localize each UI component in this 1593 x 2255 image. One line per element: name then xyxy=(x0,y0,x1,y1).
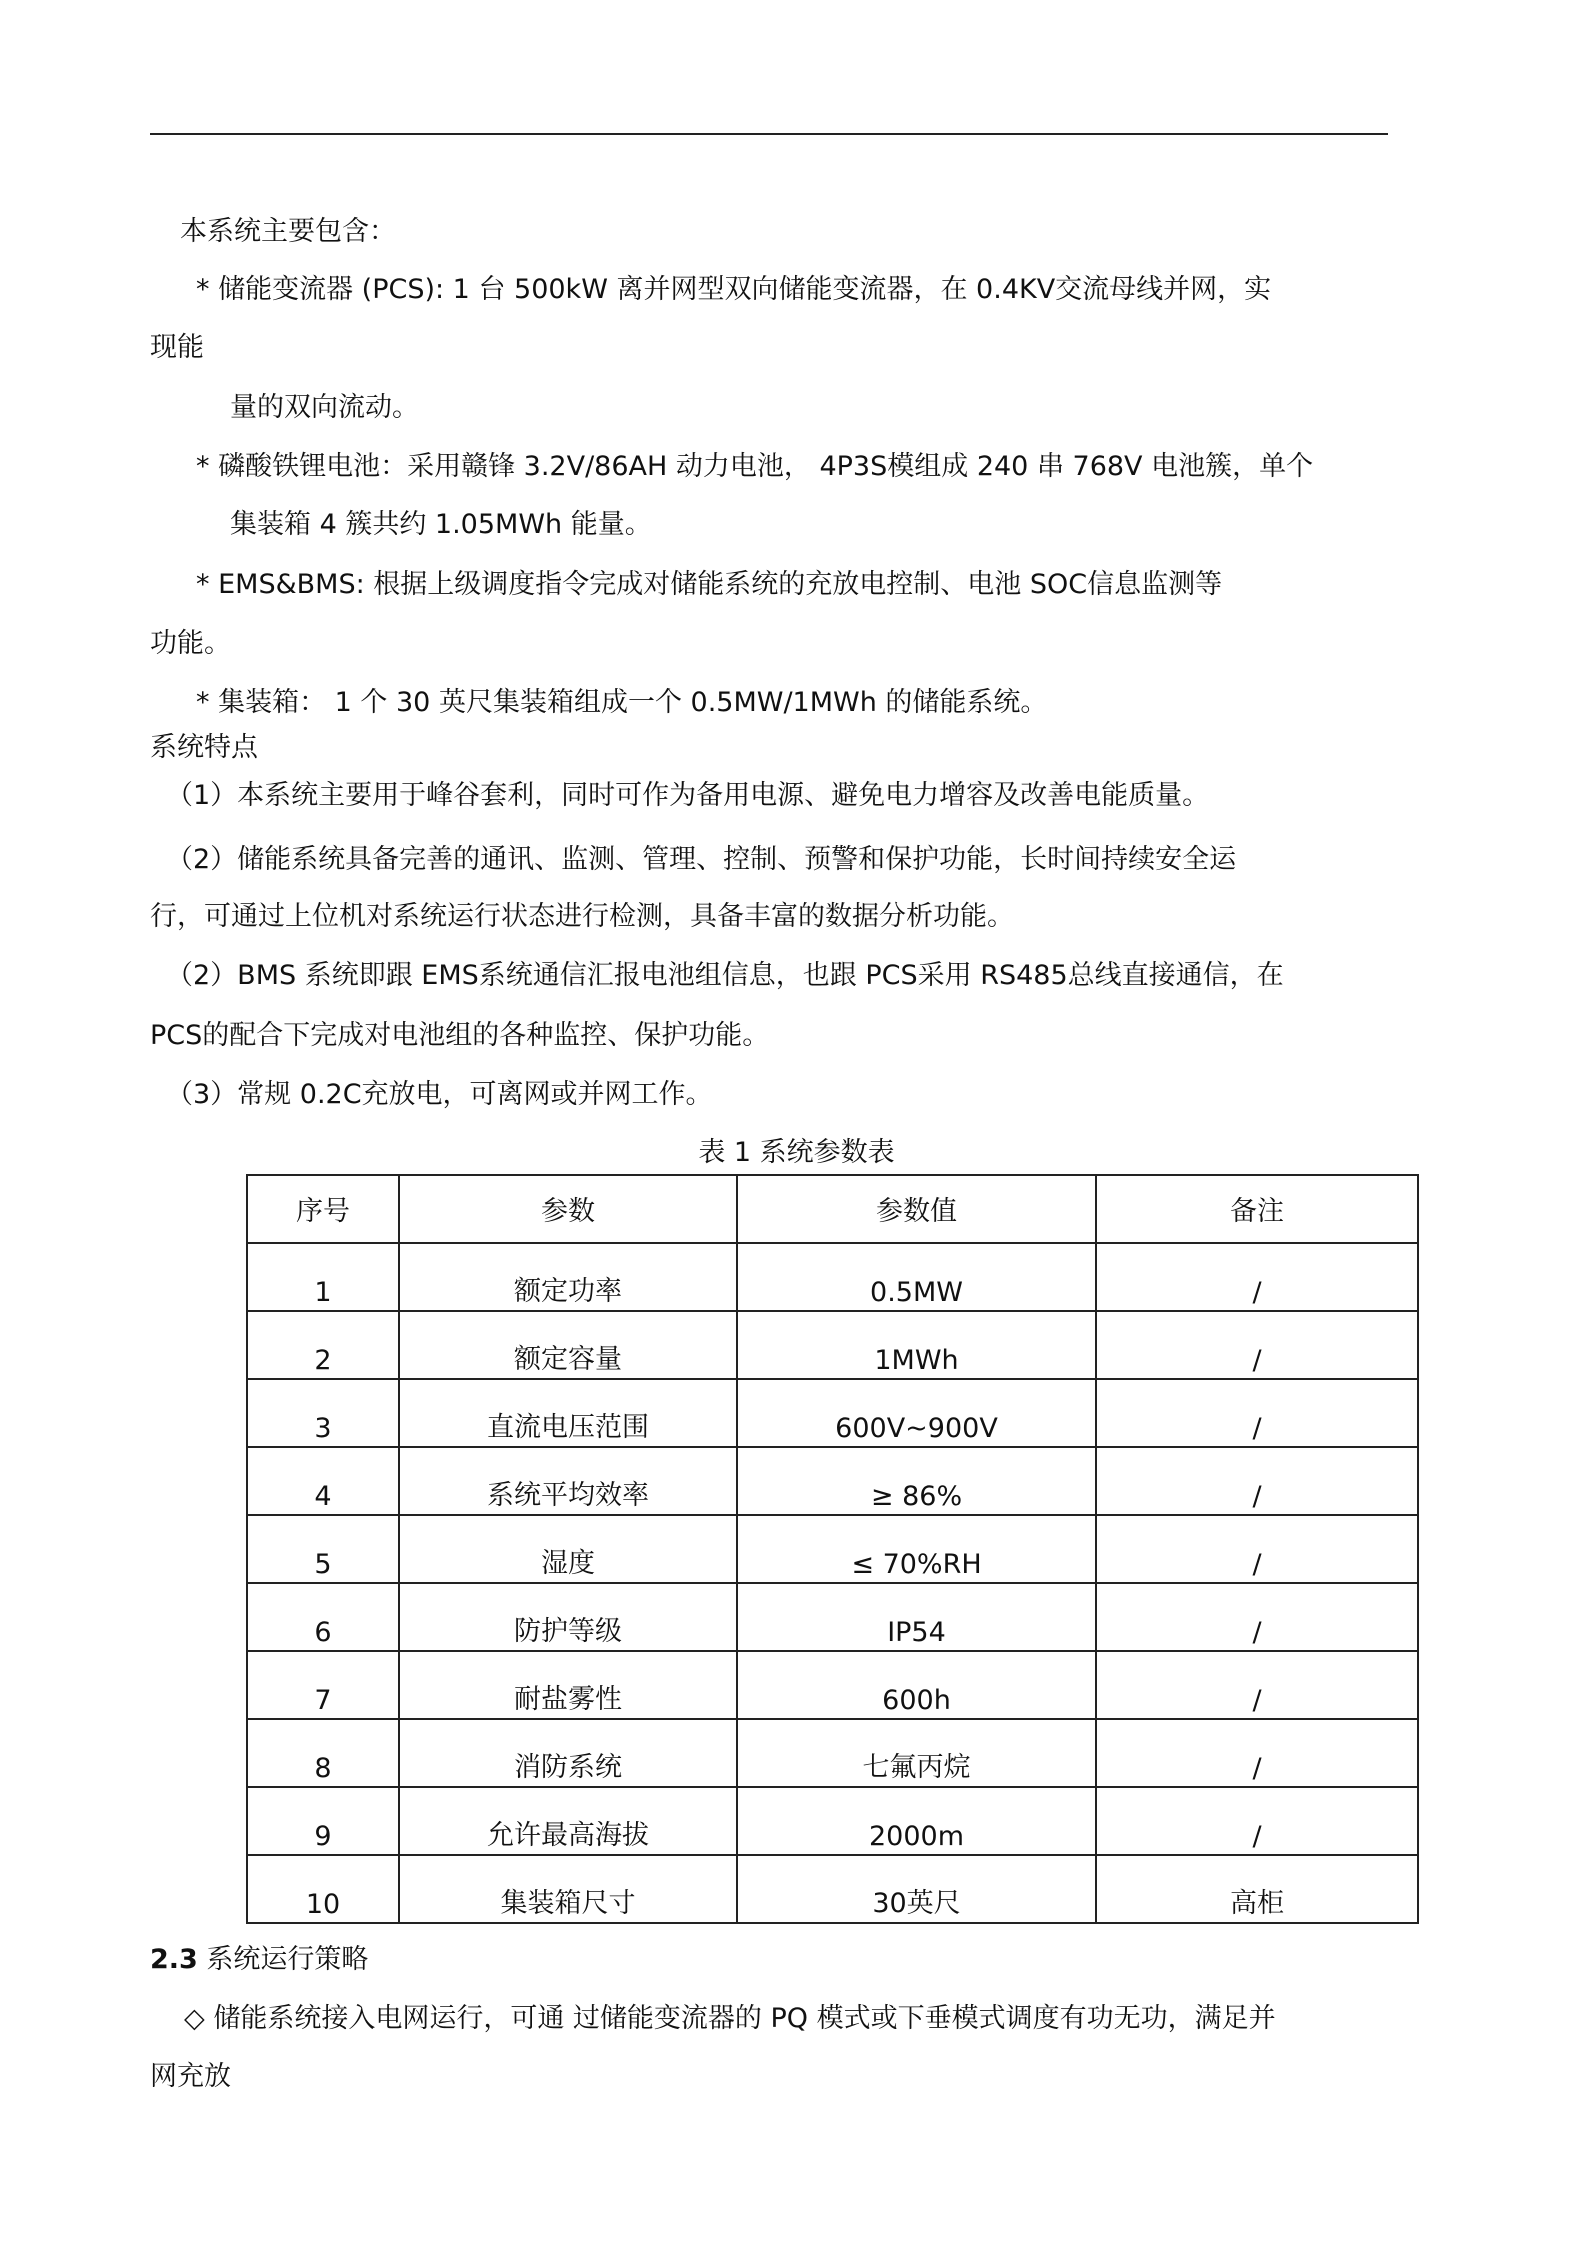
cell-parameter: 允许最高海拔 xyxy=(399,1787,737,1855)
table-row xyxy=(247,1651,1418,1719)
cell-value: ≤ 70%RH xyxy=(737,1515,1096,1583)
cell-remark: / xyxy=(1096,1243,1418,1311)
header-index: 序号 xyxy=(247,1175,399,1243)
table-header-row xyxy=(247,1175,1418,1243)
section-number: 2.3 xyxy=(150,1944,198,1975)
cell-remark: / xyxy=(1096,1651,1418,1719)
cell-index: 3 xyxy=(247,1379,399,1447)
header-value: 参数值 xyxy=(737,1175,1096,1243)
table-row xyxy=(247,1787,1418,1855)
strategy-line-2: 网充放 xyxy=(150,2061,231,2092)
cell-value: 30英尺 xyxy=(737,1855,1096,1923)
cell-index: 4 xyxy=(247,1447,399,1515)
header-rule xyxy=(150,133,1388,135)
intro-text: 本系统主要包含： xyxy=(180,216,396,247)
table-row xyxy=(247,1719,1418,1787)
table-row xyxy=(247,1447,1418,1515)
cell-remark: 高柜 xyxy=(1096,1855,1418,1923)
cell-parameter: 湿度 xyxy=(399,1515,737,1583)
cell-remark: / xyxy=(1096,1447,1418,1515)
section-title: 系统运行策略 xyxy=(197,1944,369,1975)
cell-remark: / xyxy=(1096,1583,1418,1651)
table-row xyxy=(247,1379,1418,1447)
cell-parameter: 耐盐雾性 xyxy=(399,1651,737,1719)
battery-line-2: 集装箱 4 簇共约 1.05MWh 能量。 xyxy=(230,509,652,540)
cell-index: 10 xyxy=(247,1855,399,1923)
table-row xyxy=(247,1855,1418,1923)
pcs-line-3: 量的双向流动。 xyxy=(230,392,419,423)
container-line: * 集装箱： 1 个 30 英尺集装箱组成一个 0.5MW/1MWh 的储能系统。 xyxy=(196,687,1048,718)
table-row xyxy=(247,1515,1418,1583)
cell-index: 9 xyxy=(247,1787,399,1855)
cell-parameter: 额定容量 xyxy=(399,1311,737,1379)
cell-remark: / xyxy=(1096,1515,1418,1583)
cell-index: 1 xyxy=(247,1243,399,1311)
cell-parameter: 防护等级 xyxy=(399,1583,737,1651)
cell-value: ≥ 86% xyxy=(737,1447,1096,1515)
cell-remark: / xyxy=(1096,1311,1418,1379)
cell-value: 2000m xyxy=(737,1787,1096,1855)
cell-index: 8 xyxy=(247,1719,399,1787)
cell-parameter: 系统平均效率 xyxy=(399,1447,737,1515)
feature-4: （3）常规 0.2C充放电，可离网或并网工作。 xyxy=(166,1079,713,1110)
cell-parameter: 直流电压范围 xyxy=(399,1379,737,1447)
cell-value: IP54 xyxy=(737,1583,1096,1651)
cell-index: 7 xyxy=(247,1651,399,1719)
feature-3-line-1: （2）BMS 系统即跟 EMS系统通信汇报电池组信息，也跟 PCS采用 RS485总线直接通信，在 xyxy=(166,960,1284,991)
pcs-line-1: * 储能变流器 (PCS): 1 台 500kW 离并网型双向储能变流器，在 0.4KV交流母线并网，实 xyxy=(196,274,1272,305)
cell-index: 6 xyxy=(247,1583,399,1651)
feature-2-line-2: 行，可通过上位机对系统运行状态进行检测，具备丰富的数据分析功能。 xyxy=(150,901,1014,932)
battery-line-1: * 磷酸铁锂电池：采用赣锋 3.2V/86AH 动力电池， 4P3S模组成 240 串 768V 电池簇，单个 xyxy=(196,451,1314,482)
table-row xyxy=(247,1311,1418,1379)
cell-value: 600h xyxy=(737,1651,1096,1719)
strategy-line-1: ◇ 储能系统接入电网运行，可通 过储能变流器的 PQ 模式或下垂模式调度有功无功，满足并 xyxy=(184,2003,1276,2034)
cell-index: 5 xyxy=(247,1515,399,1583)
cell-remark: / xyxy=(1096,1719,1418,1787)
cell-value: 1MWh xyxy=(737,1311,1096,1379)
cell-value: 600V~900V xyxy=(737,1379,1096,1447)
cell-parameter: 集装箱尺寸 xyxy=(399,1855,737,1923)
section-heading xyxy=(150,1942,368,1978)
cell-value: 0.5MW xyxy=(737,1243,1096,1311)
table-caption: 表 1 系统参数表 xyxy=(698,1137,895,1168)
header-parameter: 参数 xyxy=(399,1175,737,1243)
cell-parameter: 消防系统 xyxy=(399,1719,737,1787)
ems-line-2: 功能。 xyxy=(150,628,231,659)
cell-parameter: 额定功率 xyxy=(399,1243,737,1311)
cell-remark: / xyxy=(1096,1379,1418,1447)
table-row xyxy=(247,1243,1418,1311)
cell-value: 七氟丙烷 xyxy=(737,1719,1096,1787)
cell-index: 2 xyxy=(247,1311,399,1379)
ems-line-1: * EMS&BMS: 根据上级调度指令完成对储能系统的充放电控制、电池 SOC信息监测等 xyxy=(196,569,1223,600)
feature-3-line-2: PCS的配合下完成对电池组的各种监控、保护功能。 xyxy=(150,1020,770,1051)
features-title: 系统特点 xyxy=(150,732,258,763)
feature-2-line-1: （2）储能系统具备完善的通讯、监测、管理、控制、预警和保护功能，长时间持续安全运 xyxy=(166,844,1237,875)
system-parameter-table xyxy=(246,1174,1419,1924)
header-remark: 备注 xyxy=(1096,1175,1418,1243)
pcs-line-2: 现能 xyxy=(150,332,204,363)
table-row xyxy=(247,1583,1418,1651)
cell-remark: / xyxy=(1096,1787,1418,1855)
feature-1: （1）本系统主要用于峰谷套利，同时可作为备用电源、避免电力增容及改善电能质量。 xyxy=(166,780,1210,811)
